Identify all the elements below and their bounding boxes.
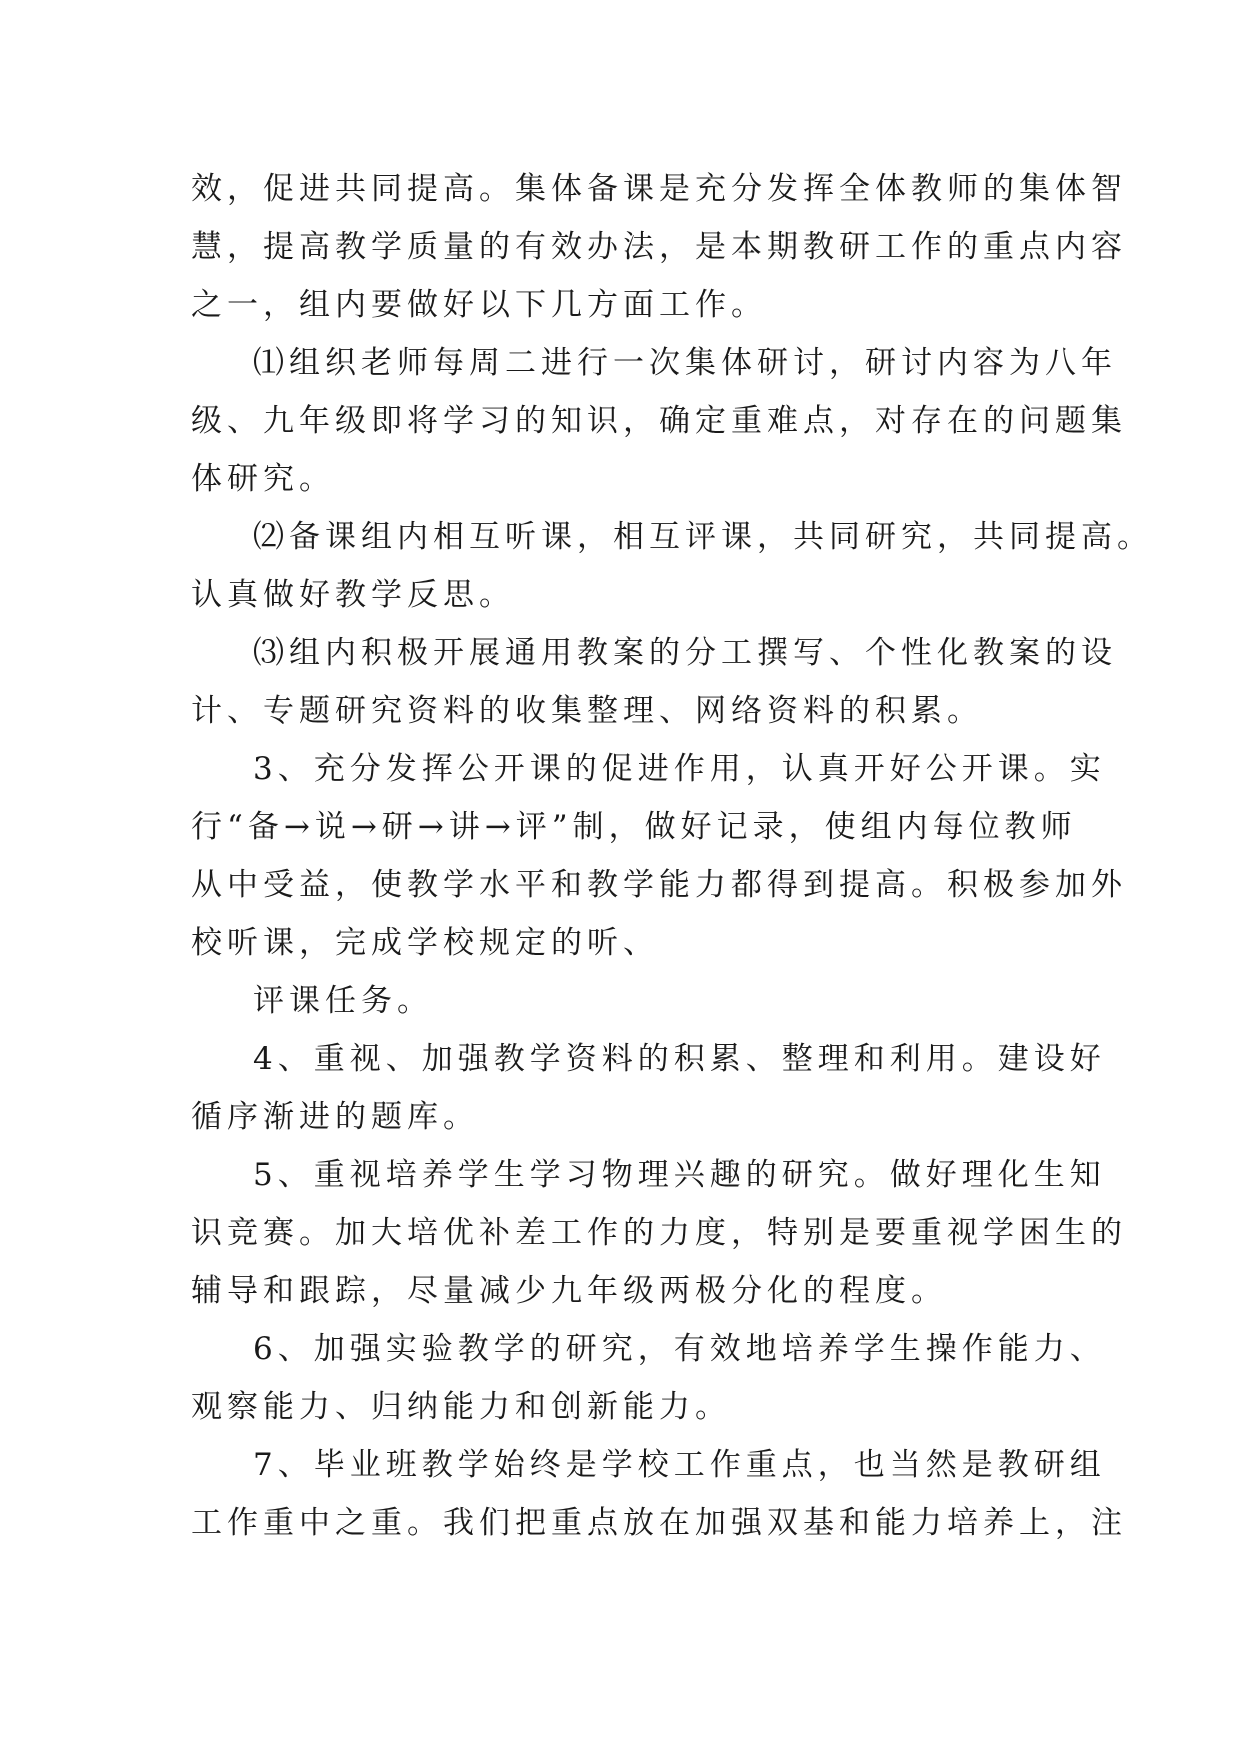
text-line: 慧，提高教学质量的有效办法，是本期教研工作的重点内容	[191, 229, 1127, 265]
text-line: 级、九年级即将学习的知识，确定重难点，对存在的问题集	[191, 403, 1127, 439]
text-line: 工作重中之重。我们把重点放在加强双基和能力培养上，注	[191, 1505, 1127, 1541]
text-line: 4、重视、加强教学资料的积累、整理和利用。建设好	[253, 1041, 1106, 1077]
text-line: 行“备→说→研→讲→评”制，做好记录，使组内每位教师	[191, 809, 1077, 845]
text-line: 识竞赛。加大培优补差工作的力度，特别是要重视学困生的	[191, 1215, 1127, 1251]
text-line: ⑶组内积极开展通用教案的分工撰写、个性化教案的设	[253, 635, 1117, 671]
text-line: 效，促进共同提高。集体备课是充分发挥全体教师的集体智	[191, 171, 1127, 207]
text-line: 辅导和跟踪，尽量减少九年级两极分化的程度。	[191, 1273, 947, 1309]
text-line: 之一，组内要做好以下几方面工作。	[191, 287, 767, 323]
text-line: ⑴组织老师每周二进行一次集体研讨，研讨内容为八年	[253, 345, 1117, 381]
text-line: 认真做好教学反思。	[191, 577, 515, 613]
document-body	[191, 160, 1153, 1552]
text-line: 循序渐进的题库。	[191, 1099, 479, 1135]
text-line: 7、毕业班教学始终是学校工作重点，也当然是教研组	[253, 1447, 1106, 1483]
text-line: 6、加强实验教学的研究，有效地培养学生操作能力、	[253, 1331, 1106, 1367]
text-line: 评课任务。	[253, 983, 433, 1019]
text-line: 从中受益，使教学水平和教学能力都得到提高。积极参加外	[191, 867, 1127, 903]
text-line: 3、充分发挥公开课的促进作用，认真开好公开课。实	[253, 751, 1106, 787]
text-line: 5、重视培养学生学习物理兴趣的研究。做好理化生知	[253, 1157, 1106, 1193]
text-line: ⑵备课组内相互听课，相互评课，共同研究，共同提高。	[253, 519, 1153, 555]
text-line: 观察能力、归纳能力和创新能力。	[191, 1389, 731, 1425]
text-line: 校听课，完成学校规定的听、	[191, 925, 659, 961]
text-line: 计、专题研究资料的收集整理、网络资料的积累。	[191, 693, 983, 729]
text-line: 体研究。	[191, 461, 335, 497]
